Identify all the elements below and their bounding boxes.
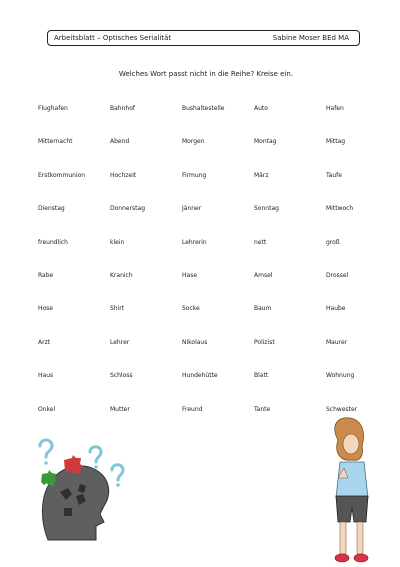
word-cell[interactable]: Drossel [326,272,349,279]
word-cell[interactable]: März [254,171,269,179]
word-cell[interactable]: Hase [182,272,198,279]
red-puzzle-piece-icon [64,455,83,473]
thinking-girl-illustration [335,418,368,562]
word-cell[interactable]: Montag [254,138,277,146]
word-cell[interactable]: nett [254,238,267,246]
word-cell[interactable]: Onkel [38,405,56,413]
word-cell[interactable]: Dienstag [38,205,65,213]
word-cell[interactable]: Bushaltestelle [182,105,225,112]
worksheet-title: Arbeitsblatt – Optisches Serialität [54,34,172,42]
word-cell[interactable]: Abend [110,138,130,146]
word-cell[interactable]: Hose [38,305,53,313]
word-cell[interactable]: Tante [254,405,271,413]
question-mark-icon [112,465,123,487]
word-cell[interactable]: Flughafen [38,105,68,112]
word-cell[interactable]: Rabe [38,272,54,279]
word-cell[interactable]: Haus [38,372,54,380]
word-cell[interactable]: Hafen [326,105,344,112]
word-cell[interactable]: Jänner [182,205,202,213]
word-cell[interactable]: groß [326,238,340,246]
word-cell[interactable]: Mutter [110,405,130,413]
word-cell[interactable]: Mitternacht [38,138,73,146]
word-cell[interactable]: Sonntag [254,205,279,213]
word-cell[interactable]: Morgen [182,138,205,146]
question-mark-icon [90,447,101,469]
word-cell[interactable]: Erstkommunion [38,171,86,179]
word-cell[interactable]: Polizist [254,338,275,346]
word-cell[interactable]: Schloss [110,372,133,380]
word-cell[interactable]: Kranich [110,272,133,279]
word-cell[interactable]: Taufe [326,171,342,179]
word-cell[interactable]: Haube [326,305,346,313]
word-cell[interactable]: Firmung [182,171,207,179]
word-cell[interactable]: Blatt [254,372,269,380]
word-cell[interactable]: Shirt [110,305,125,313]
question-mark-icon [40,440,52,465]
task-instruction: Welches Wort passt nicht in die Reihe? Kreise ein. [118,70,294,78]
word-cell[interactable]: Baum [254,305,272,313]
word-cell[interactable]: klein [110,238,125,246]
word-cell[interactable]: Auto [254,105,268,112]
word-cell[interactable]: Hochzeit [110,171,137,179]
word-cell[interactable]: Mittag [326,138,346,146]
word-cell[interactable]: Arzt [38,338,51,346]
word-cell[interactable]: Freund [182,405,203,413]
word-cell[interactable]: freundlich [38,238,68,246]
word-cell[interactable]: Wohnung [326,372,355,380]
word-cell[interactable]: Donnerstag [110,205,146,213]
word-cell[interactable]: Lehrer [110,338,130,346]
word-cell[interactable]: Lehrerin [182,238,207,246]
worksheet-author: Sabine Moser BEd MA [272,34,349,42]
word-cell[interactable]: Socke [182,305,200,313]
word-cell[interactable]: Maurer [326,338,348,346]
word-cell[interactable]: Bahnhof [110,105,135,112]
word-cell[interactable]: Nikolaus [182,338,208,346]
word-cell[interactable]: Schwester [326,405,358,413]
thinking-head-illustration [40,440,123,540]
green-puzzle-piece-icon [41,470,57,486]
word-cell[interactable]: Hundehütte [182,372,218,380]
word-cell[interactable]: Mittwoch [326,205,354,213]
word-cell[interactable]: Amsel [254,272,273,279]
